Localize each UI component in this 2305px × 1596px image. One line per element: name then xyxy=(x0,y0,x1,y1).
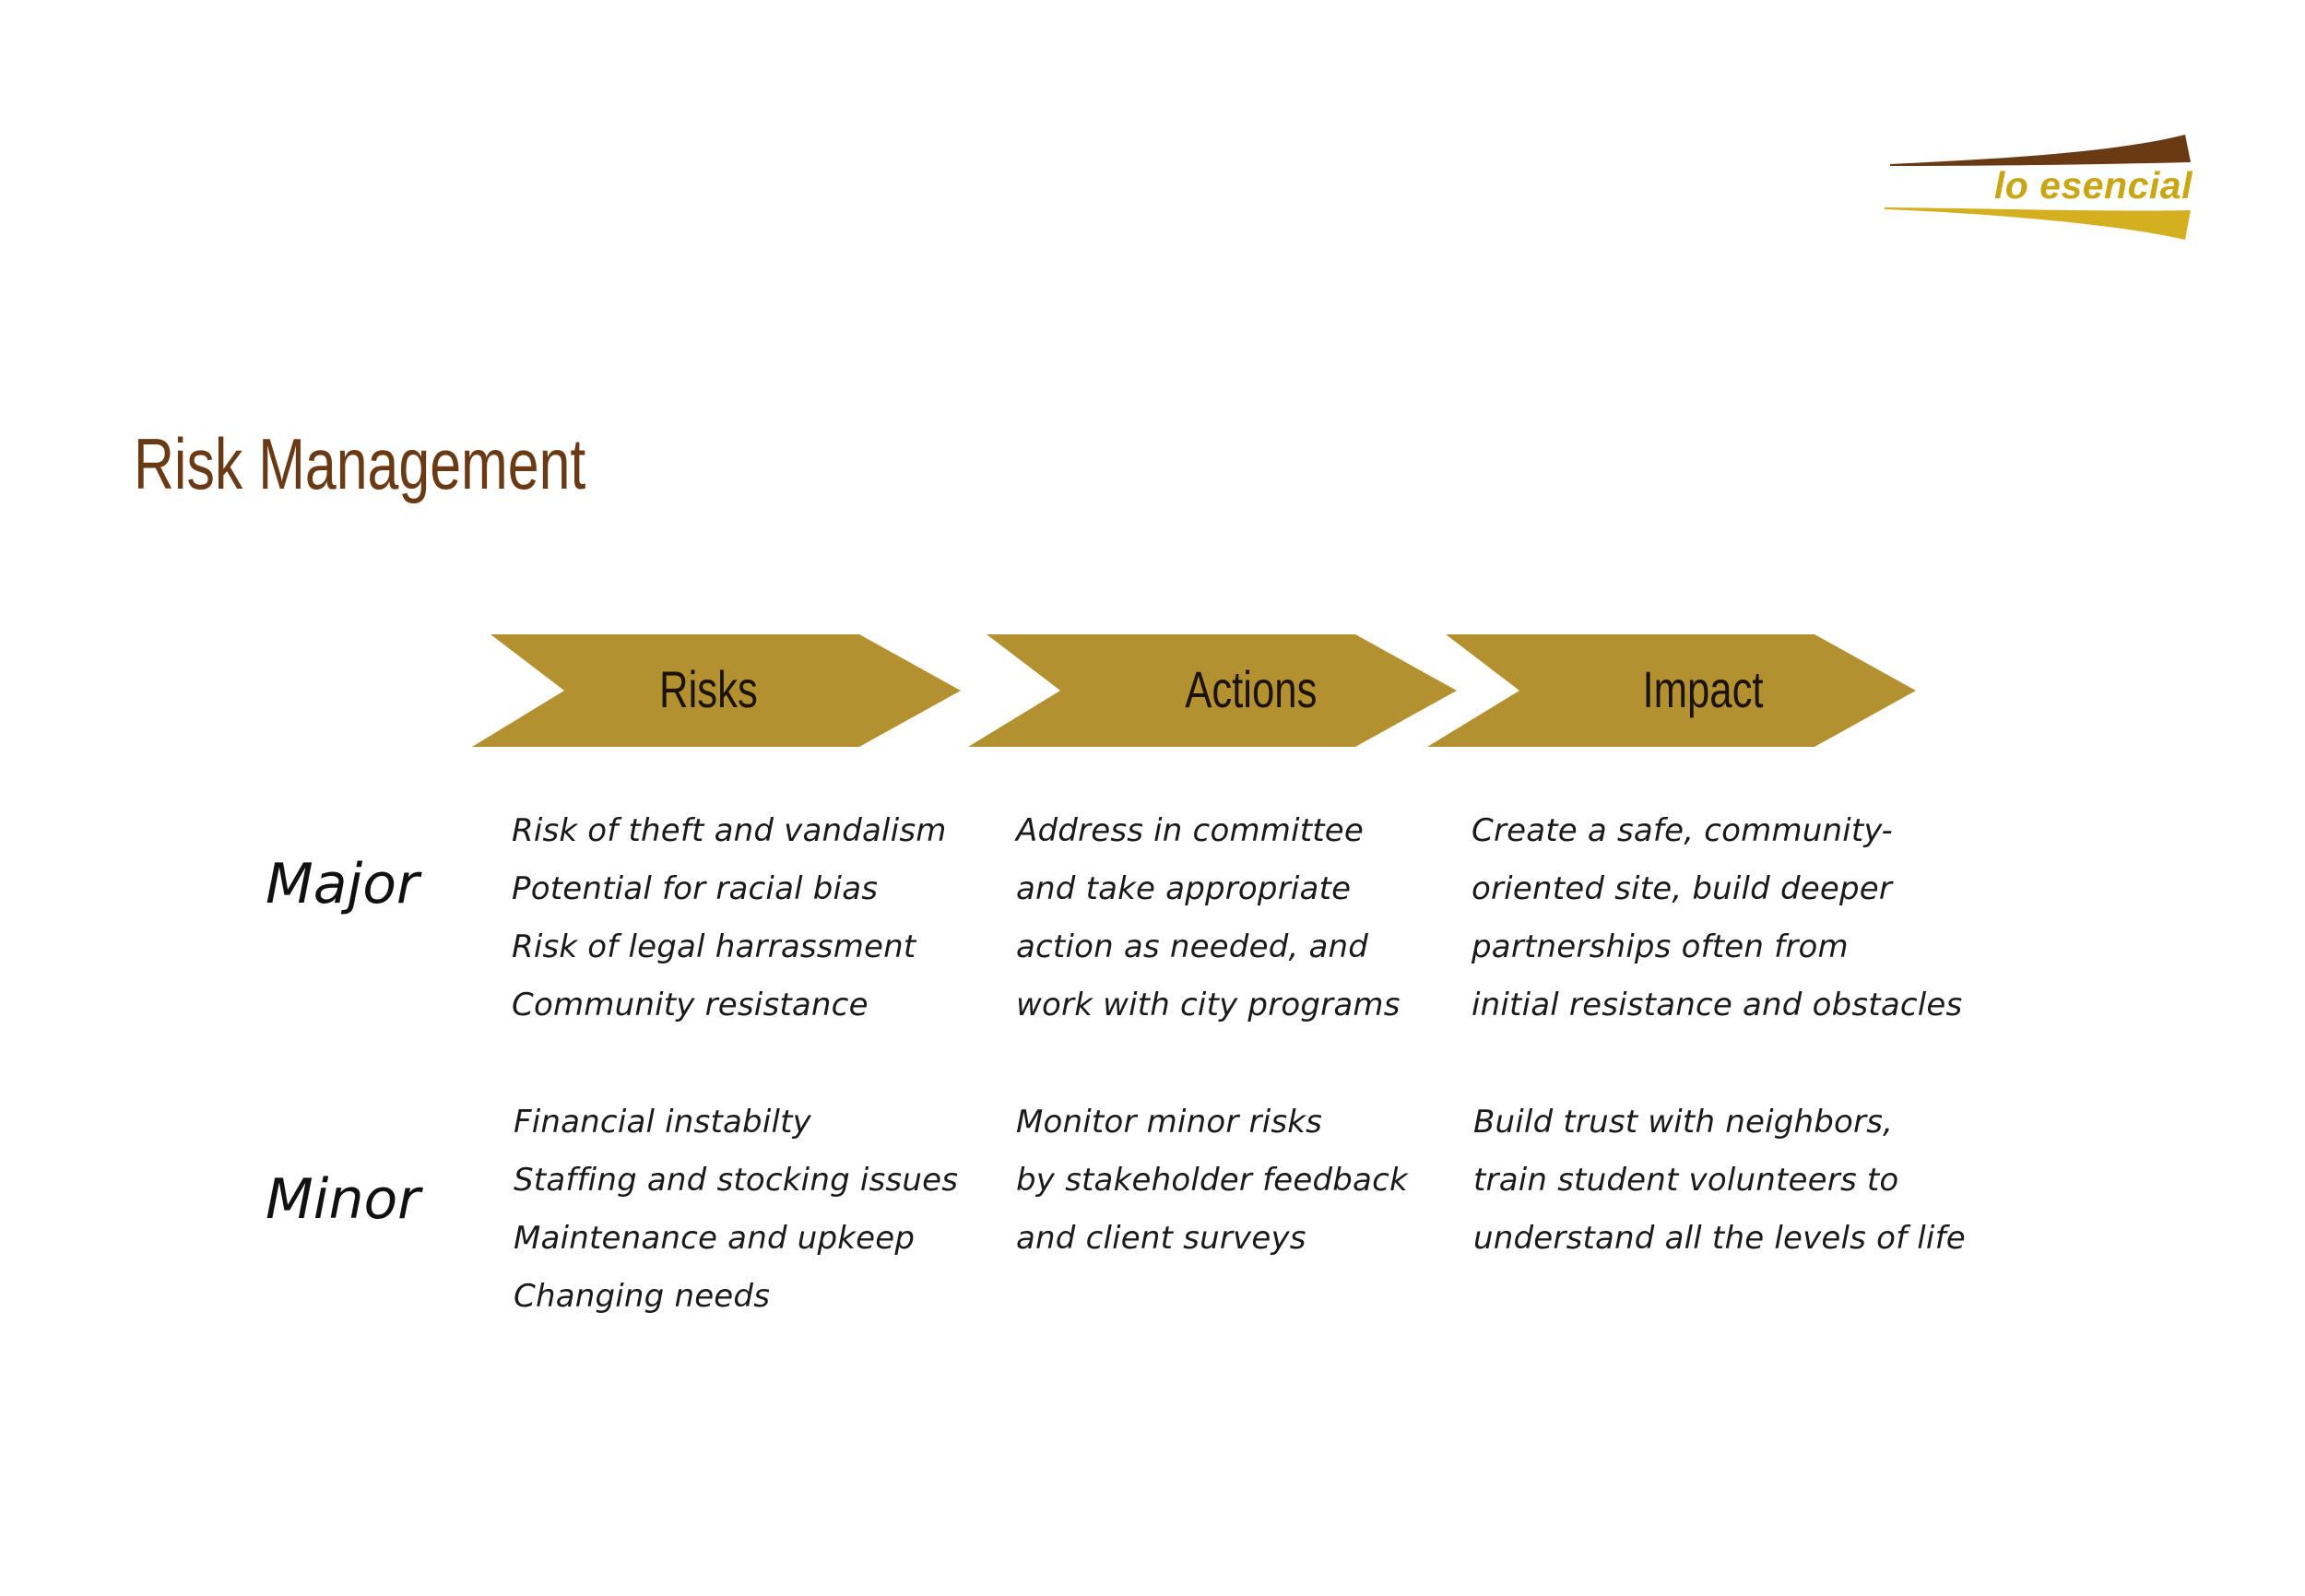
list-item: and client surveys xyxy=(1016,1220,1306,1257)
list-item: Address in committee xyxy=(1016,812,1365,849)
row-label-minor: Minor xyxy=(266,1167,420,1232)
list-item: Financial instabilty xyxy=(514,1104,811,1141)
list-item: train student volunteers to xyxy=(1473,1162,1899,1199)
list-item: Staffing and stocking issues xyxy=(514,1162,959,1199)
chevron-impact xyxy=(1427,634,1916,747)
list-item: Build trust with neighbors, xyxy=(1473,1104,1894,1141)
list-item: action as needed, and xyxy=(1016,928,1369,965)
list-item: and take appropriate xyxy=(1016,870,1352,907)
lo-esencial-logo xyxy=(1881,129,2194,249)
page-title: Risk Management xyxy=(134,423,586,504)
list-item: Maintenance and upkeep xyxy=(514,1220,916,1257)
logo-text: lo esencial xyxy=(1993,164,2193,207)
minor-impact-list xyxy=(1473,1094,1966,1268)
list-item: work with city programs xyxy=(1016,987,1401,1023)
list-item: oriented site, build deeper xyxy=(1472,870,1893,907)
list-item: Community resistance xyxy=(512,987,869,1023)
row-label-major: Major xyxy=(266,852,420,916)
column-header-impact: Impact xyxy=(1642,660,1764,718)
list-item: Monitor minor risks xyxy=(1016,1104,1323,1141)
list-item: by stakeholder feedback xyxy=(1016,1162,1408,1199)
list-item: Changing needs xyxy=(514,1278,771,1315)
column-header-actions: Actions xyxy=(1185,660,1318,718)
major-actions-list xyxy=(1016,802,1401,1034)
chevron-risks xyxy=(472,634,961,747)
list-item: Risk of legal harrassment xyxy=(512,928,916,965)
list-item: Create a safe, community- xyxy=(1472,812,1894,849)
major-impact-list xyxy=(1472,802,1962,1034)
list-item: initial resistance and obstacles xyxy=(1472,987,1963,1023)
major-risks-list xyxy=(512,802,947,1034)
list-item: understand all the levels of life xyxy=(1473,1220,1966,1257)
chevron-actions xyxy=(968,634,1457,747)
list-item: partnerships often from xyxy=(1472,928,1849,965)
column-header-risks: Risks xyxy=(659,660,758,718)
minor-risks-list xyxy=(514,1094,958,1326)
list-item: Potential for racial bias xyxy=(512,870,879,907)
list-item: Risk of theft and vandalism xyxy=(512,812,947,849)
minor-actions-list xyxy=(1016,1094,1408,1268)
